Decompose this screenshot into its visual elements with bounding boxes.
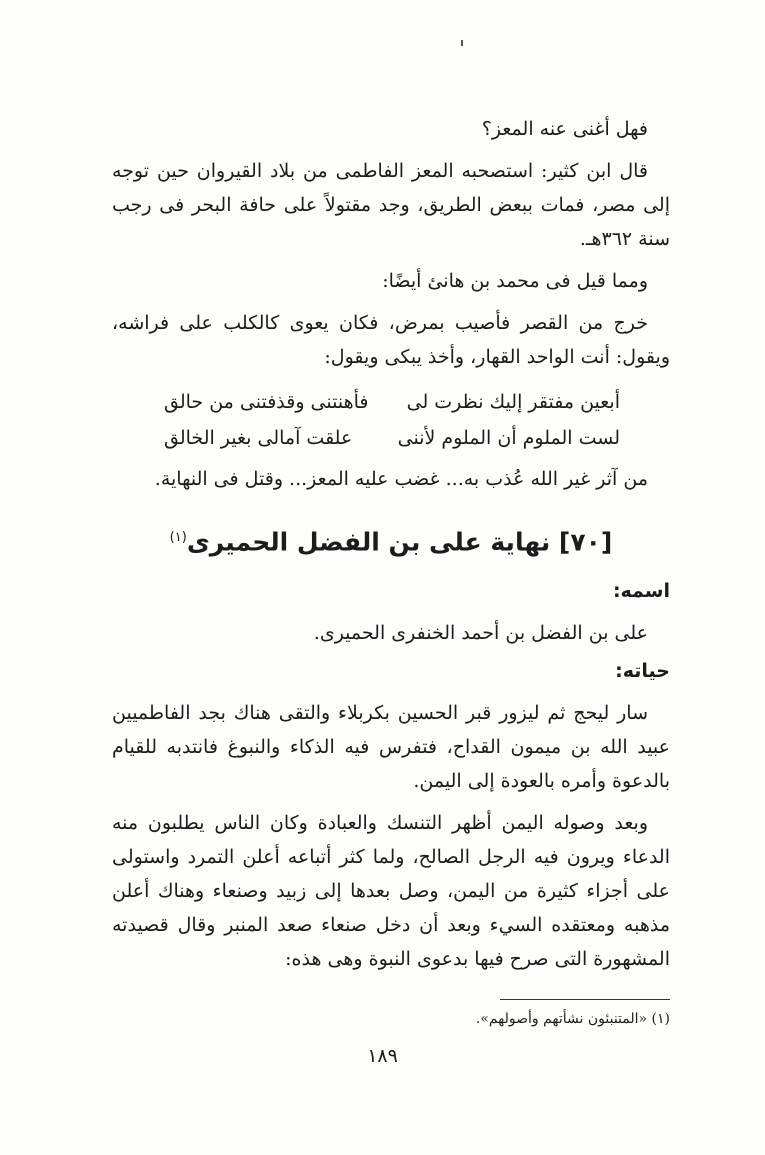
poem-verses (112, 384, 670, 456)
verse-row (112, 384, 670, 420)
chapter-title-text: [٧٠] نهاية على بن الفضل الحميرى (186, 527, 613, 557)
paragraph-moral: من آثر غير الله عُذب به... غضب عليه المعز... وقتل فى النهاية. (154, 468, 648, 490)
name-heading: اسمه: (612, 580, 670, 603)
footnote-divider (500, 999, 670, 1000)
paragraph-left-palace: خرج من القصر فأصيب بمرض، فكان يعوى كالكلب على فراشه، ويقول: أنت الواحد القهار، وأخذ يبكى ويقول: (112, 312, 670, 368)
life-heading: حياته: (615, 660, 670, 683)
chapter-title (112, 518, 670, 562)
paragraph-ibn-kathir: قال ابن كثير: استصحبه المعز الفاطمى من بلاد القيروان حين توجه إلى مصر، فمات ببعض الطريق، وجد مقتولاً على حافة البحر فى رجب سنة ٣٦٢هـ. (112, 160, 670, 250)
print-mark (461, 40, 463, 46)
paragraph-also-said: ومما قيل فى محمد بن هانئ أيضًا: (382, 270, 648, 292)
verse-first-hemistich: أبعين مفتقر إليك نظرت لى (406, 391, 620, 413)
life-paragraph-2: وبعد وصوله اليمن أظهر التنسك والعبادة وكان الناس يطلبون منه الدعاء ويرون فيه الرجل الصالح، ولما كثر أتباعه أعلن التمرد واستولى على أجزاء كثيرة من اليمن، وصل بعدها إلى زبيد وصنعاء وهناك أعلن مذهبه ومعتقده السيء وبعد أن دخل صنعاء صعد المنبر وقال قصيدته المشهورة التى صرح فيها بدعوى النبوة وهى هذه: (112, 812, 670, 971)
page-content (112, 112, 670, 976)
page-number: ١٨٩ (367, 1045, 398, 1067)
paragraph-question: فهل أغنى عنه المعز؟ (481, 118, 648, 140)
footnote: (١) «المتنبئون نشأتهم وأصولهم». (475, 1011, 670, 1027)
verse-first-hemistich: لست الملوم أن الملوم لأننى (397, 427, 620, 449)
footnote-reference: (١) (169, 530, 187, 545)
name-text: على بن الفضل بن أحمد الخنفرى الحميرى. (313, 622, 648, 645)
life-paragraph-1: سار ليحج ثم ليزور قبر الحسين بكربلاء والتقى هناك بجد الفاطميين عبيد الله بن ميمون القداح، فتفرس فيه الذكاء والنبوغ فانتدبه للقيام بالدعوة وأمره بالعودة إلى اليمن. (112, 702, 670, 793)
verse-second-hemistich: علقت آمالى بغير الخالق (164, 427, 353, 449)
verse-second-hemistich: فأهنتنى وقذفتنى من حالق (164, 391, 369, 413)
verse-row (112, 420, 670, 456)
